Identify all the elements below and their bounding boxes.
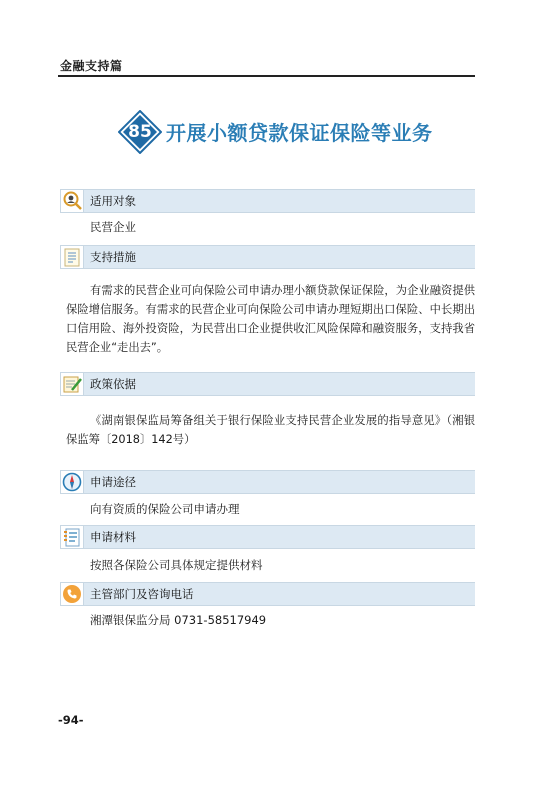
number-badge: [118, 110, 162, 154]
section-label: 支持措施: [90, 250, 136, 264]
section-content-policy: 《湖南银保监局筹备组关于银行保险业支持民营企业发展的指导意见》（湘银保监筹〔2018〕142号）: [66, 414, 475, 446]
compass-icon: [60, 470, 84, 494]
title-block: [110, 108, 440, 158]
notepad-pen-icon: [60, 372, 84, 396]
person-search-icon: [60, 189, 84, 213]
document-list-icon: [60, 525, 84, 549]
item-number: 85: [128, 122, 152, 142]
running-header: 金融支持篇: [60, 59, 123, 73]
section-header-contact: [60, 582, 475, 606]
header-rule: [58, 75, 475, 77]
section-header-measures: [60, 245, 475, 269]
section-content-measures: 有需求的民营企业可向保险公司申请办理小额贷款保证保险，为企业融资提供保险增信服务。有需求的民营企业可向保险公司申请办理短期出口保险、中长期出口信用险、海外投资险，为民营出口企业提供收汇风险保障和融资服务，支持我省民营企业“走出去”。: [66, 284, 475, 354]
phone-icon: [60, 582, 84, 606]
section-content-contact: 湘潭银保监分局 0731-58517949: [90, 613, 267, 627]
section-header-channel: [60, 470, 475, 494]
section-header-policy: [60, 372, 475, 396]
section-label: 主管部门及咨询电话: [90, 587, 194, 601]
section-label: 适用对象: [90, 194, 136, 208]
section-content-applicable: 民营企业: [90, 220, 136, 234]
section-content-channel: 向有资质的保险公司申请办理: [90, 502, 240, 516]
section-header-materials: [60, 525, 475, 549]
section-label: 政策依据: [90, 377, 136, 391]
section-content-materials: 按照各保险公司具体规定提供材料: [90, 558, 263, 572]
page-title: 开展小额贷款保证保险等业务: [166, 121, 433, 145]
section-label: 申请材料: [90, 530, 136, 544]
checklist-icon: [60, 245, 84, 269]
section-header-applicable: [60, 189, 475, 213]
section-label: 申请途径: [90, 475, 136, 489]
page-number: -94-: [58, 713, 84, 727]
